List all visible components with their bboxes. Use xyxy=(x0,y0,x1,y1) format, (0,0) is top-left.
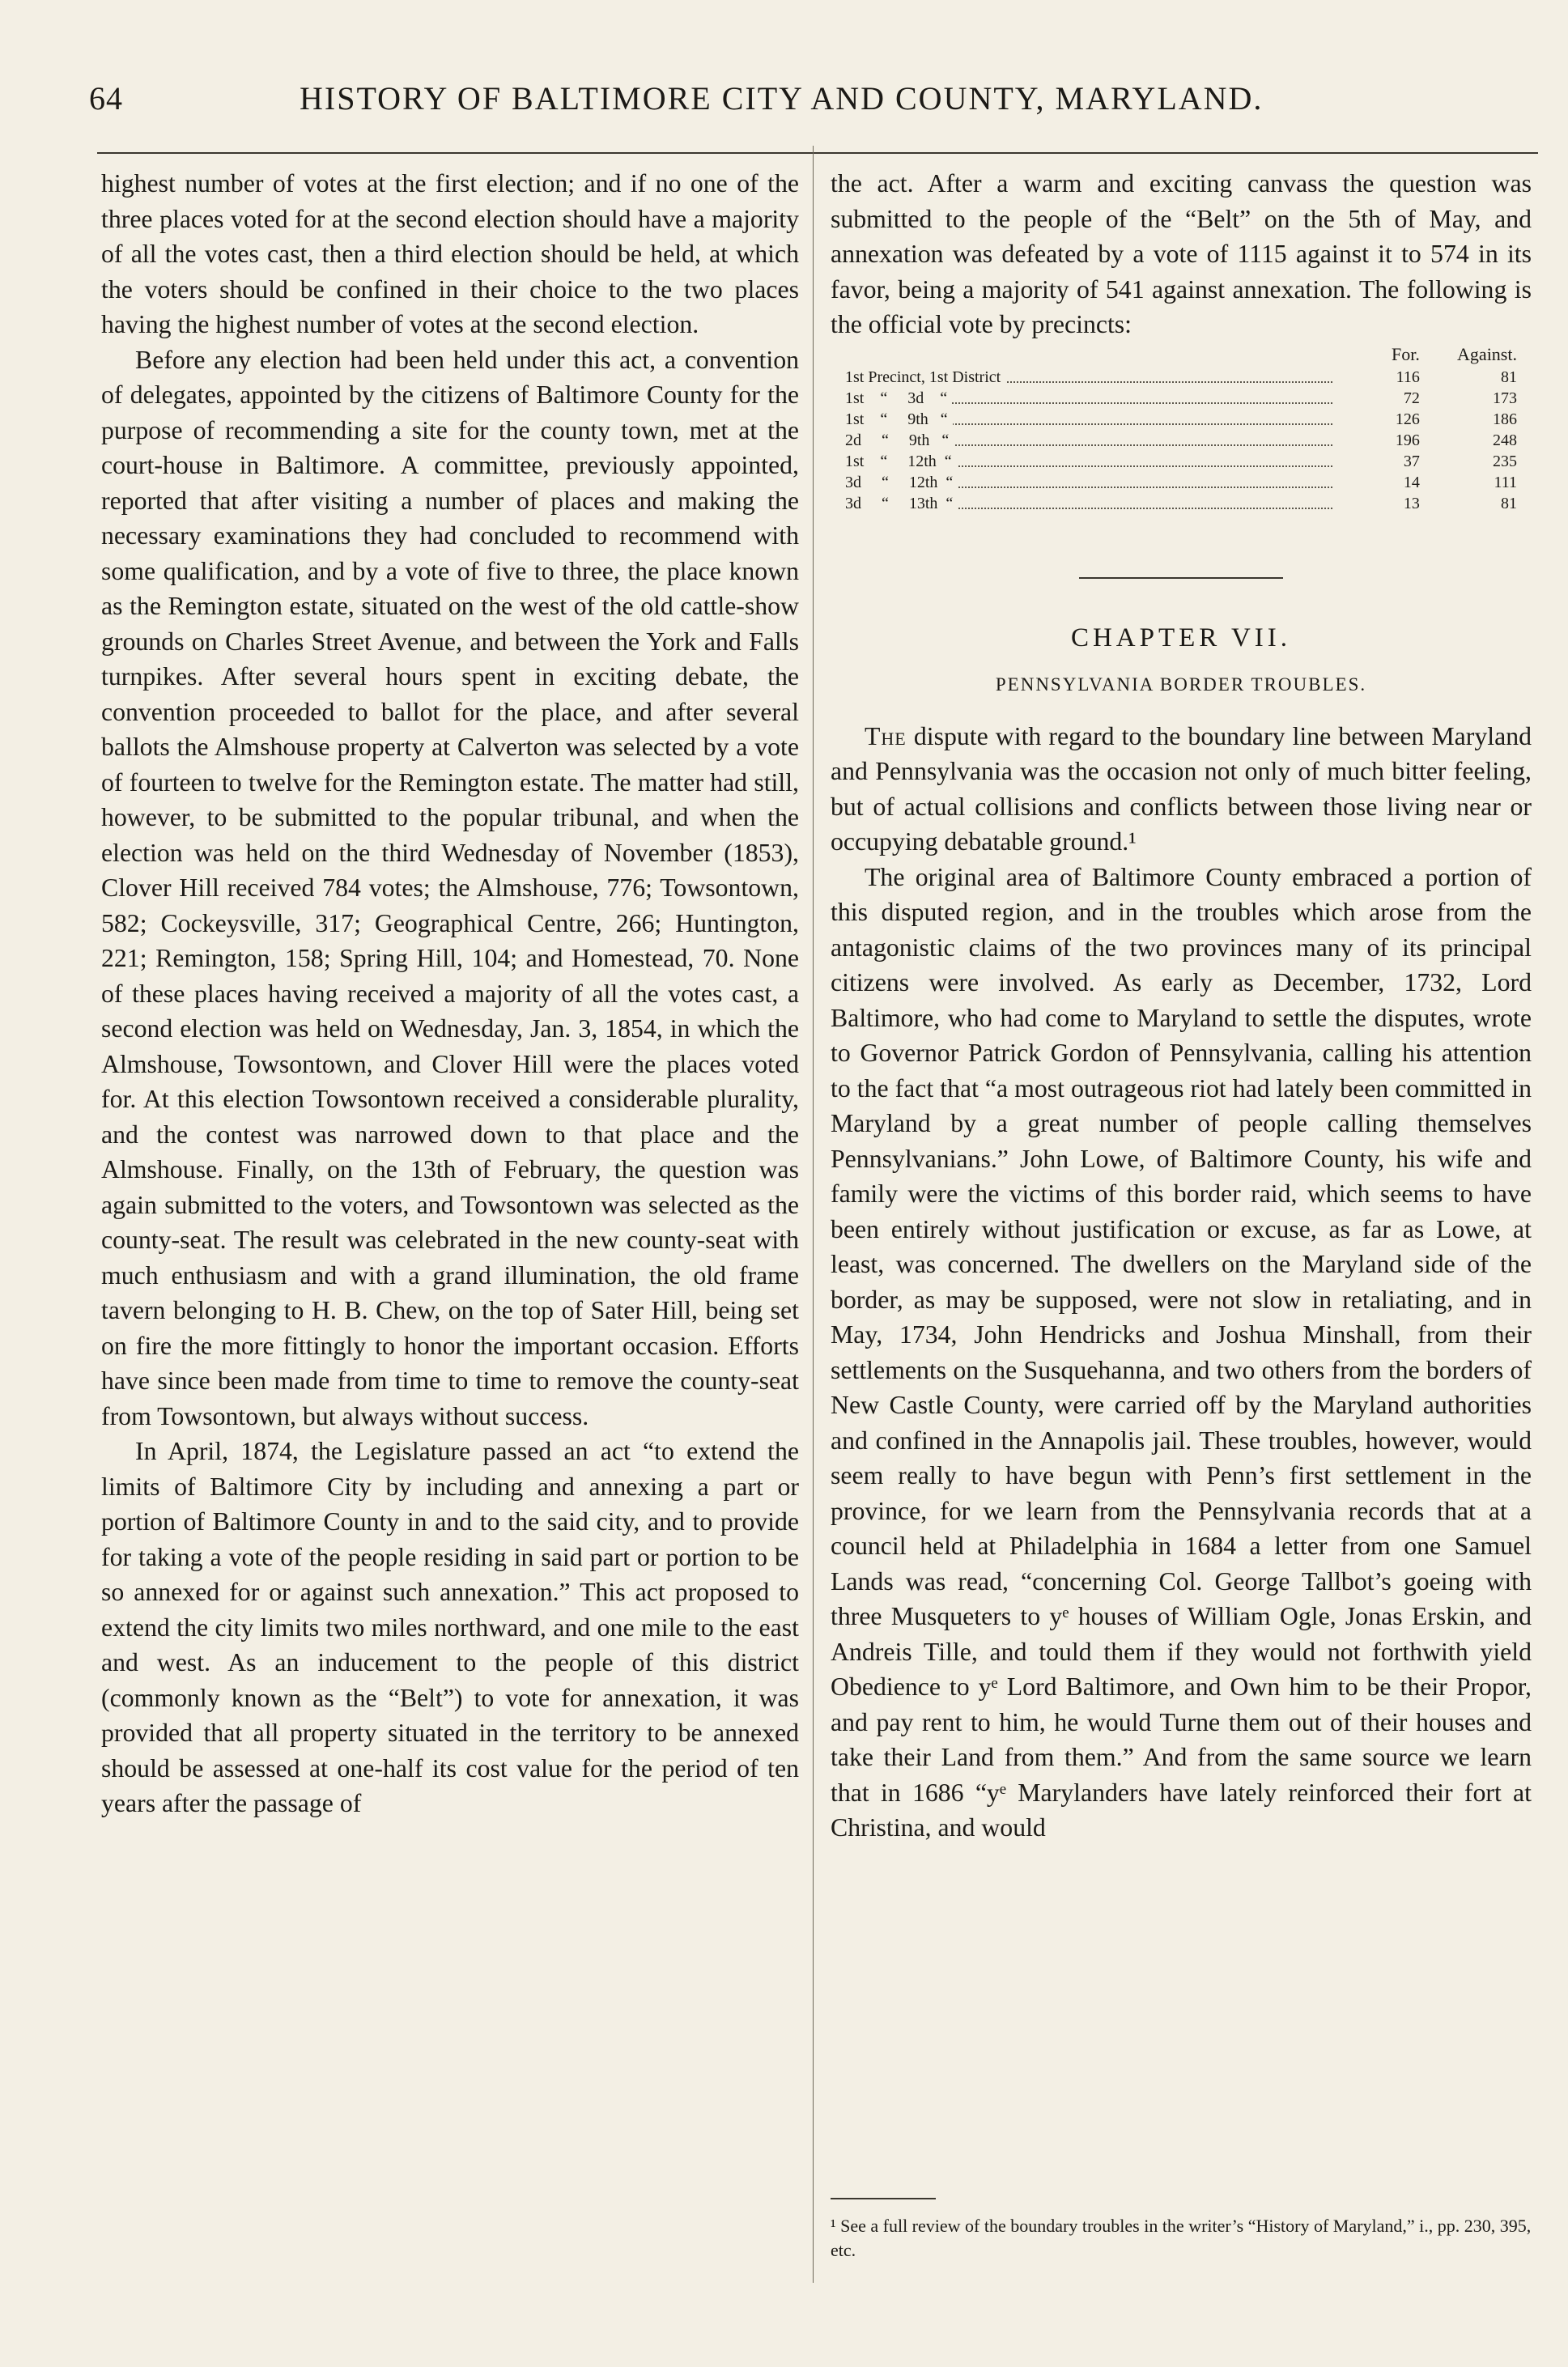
against-value: 235 xyxy=(1493,452,1517,470)
against-value: 81 xyxy=(1501,368,1517,386)
table-row xyxy=(845,430,1517,451)
chapter-paragraph-1 xyxy=(831,719,1532,860)
left-paragraph-3: In April, 1874, the Legislature passed an act “to extend the limits of Baltimore City by including and annexing a part or portion of Baltimore County in and to the said city, and to provide for taking a vote of the people residing in said part or portion to be so annexed for or against such annexation.” This act proposed to extend the city limits two miles northward, and one mile to the east and west. As an inducement to the people of this district (commonly known as the “Belt”) to vote for annexation, it was provided that all property situated in the territory to be annexed should be assessed at one-half its cost value for the period of ten years after the passage of xyxy=(101,1437,799,1817)
against-value: 111 xyxy=(1494,473,1517,491)
precinct-label: 1st “ 3d “ xyxy=(845,389,952,407)
footnote-rule xyxy=(831,2198,936,2199)
page-number: 64 xyxy=(89,80,123,117)
precinct-label: 3d “ 13th “ xyxy=(845,495,958,512)
header-rule xyxy=(97,152,1538,154)
against-value: 186 xyxy=(1493,410,1517,428)
precinct-label: 1st “ 12th “ xyxy=(845,453,957,470)
vote-table-header xyxy=(845,344,1517,367)
chapter-first-word: The xyxy=(865,721,907,750)
vote-table xyxy=(845,344,1517,514)
against-column-header: Against. xyxy=(1457,343,1517,364)
precinct-label: 2d “ 9th “ xyxy=(845,431,954,449)
for-column-header: For. xyxy=(1392,343,1420,364)
table-row xyxy=(845,493,1517,514)
table-row xyxy=(845,409,1517,430)
table-row xyxy=(845,472,1517,493)
right-column xyxy=(831,166,1532,1846)
precinct-label: 1st Precinct, 1st District xyxy=(845,368,1005,386)
left-column xyxy=(101,166,799,1821)
footnote: ¹ See a full review of the boundary troubles in the writer’s “History of Maryland,” i., pp. 230, 395, etc. xyxy=(831,2216,1532,2260)
for-value: 72 xyxy=(1403,389,1420,407)
precinct-label: 3d “ 12th “ xyxy=(845,474,958,491)
against-value: 248 xyxy=(1493,431,1517,449)
for-value: 116 xyxy=(1396,368,1420,386)
against-value: 173 xyxy=(1493,389,1517,407)
chapter-subtitle: PENNSYLVANIA BORDER TROUBLES. xyxy=(995,674,1367,695)
column-divider xyxy=(813,146,814,2283)
for-value: 13 xyxy=(1403,494,1420,512)
left-paragraph-1: highest number of votes at the first election; and if no one of the three places voted for at the second election should have a majority of all the votes cast, then a third election should be held, at which the voters should be confined in their choice to the two places having the highest number of votes at the second election. xyxy=(101,169,799,338)
running-head: HISTORY OF BALTIMORE CITY AND COUNTY, MARYLAND. xyxy=(300,80,1264,117)
for-value: 126 xyxy=(1395,410,1420,428)
chapter-paragraph-1-text: dispute with regard to the boundary line between Maryland and Pennsylvania was the occasion not only of much bitter feeling, but of actual collisions and conflicts between those living near or occupying debatable ground.¹ xyxy=(831,721,1532,856)
table-row xyxy=(845,451,1517,472)
for-value: 196 xyxy=(1395,431,1420,449)
chapter-title: CHAPTER VII. xyxy=(1070,623,1292,652)
for-value: 14 xyxy=(1403,473,1420,491)
table-row xyxy=(845,367,1517,388)
precinct-label: 1st “ 9th “ xyxy=(845,410,953,428)
chapter-paragraph-2: The original area of Baltimore County embraced a portion of this disputed region, and in the troubles which arose from the antagonistic claims of the two provinces many of its principal citizens were involved. As early as December, 1732, Lord Baltimore, who had come to Maryland to settle the disputes, wrote to Governor Patrick Gordon of Pennsylvania, calling his attention to the fact that “a most outrageous riot had lately been committed in Maryland by a great number of people calling themselves Pennsylvanians.” John Lowe, of Baltimore County, his wife and family were the victims of this border raid, which seems to have been entirely without justification or excuse, as far as Lowe, at least, was concerned. The dwellers on the Maryland side of the border, as may be supposed, were not slow in retaliating, and in May, 1734, John Hendricks and Joshua Minshall, from their settlements on the Susquehanna, and two others from the borders of New Castle County, were carried off by the Maryland authorities and confined in the Annapolis jail. These troubles, however, would seem really to have begun with Penn’s first settlement in the province, for we learn from the Pennsylvania records that at a council held at Philadelphia in 1684 a letter from one Samuel Lands was read, “concerning Col. George Tallbot’s goeing with three Musqueters to yᵉ houses of William Ogle, Jonas Erskin, and Andreis Tille, and tould them if they would not forthwith yield Obedience to yᵉ Lord Baltimore, and Own him to be their Propor, and pay rent to him, he would Turne them out of their houses and take their Land from them.” And from the same source we learn that in 1686 “yᵉ Marylanders have lately reinforced their fort at Christina, and would xyxy=(831,862,1532,1842)
page-header xyxy=(89,79,1352,128)
for-value: 37 xyxy=(1403,452,1420,470)
against-value: 81 xyxy=(1501,494,1517,512)
chapter-separator-rule xyxy=(1079,577,1283,579)
left-paragraph-2: Before any election had been held under this act, a convention of delegates, appointed by the citizens of Baltimore County for the purpose of recommending a site for the county town, met at the court-house in Baltimore. A committee, previously appointed, reported that after visiting a number of places and making the necessary examinations they had concluded to recommend with some qualification, and by a vote of five to three, the place known as the Remington estate, situated on the west of the old cattle-show grounds on Charles Street Avenue, and between the York and Falls turnpikes. After several hours spent in exciting debate, the convention proceeded to ballot for the place, and after several ballots the Almshouse property at Calverton was selected by a vote of fourteen to twelve for the Remington estate. The matter had still, however, to be submitted to the popular tribunal, and when the election was held on the third Wednesday of November (1853), Clover Hill received 784 votes; the Almshouse, 776; Towsontown, 582; Cockeysville, 317; Geographical Centre, 266; Huntington, 221; Remington, 158; Spring Hill, 104; and Homestead, 70. None of these places having received a majority of all the votes cast, a second election was held on Wednesday, Jan. 3, 1854, in which the Almshouse, Towsontown, and Clover Hill were the places voted for. At this election Towsontown received a considerable plurality, and the contest was narrowed down to that place and the Almshouse. Finally, on the 13th of February, the question was again submitted to the voters, and Towsontown was selected as the county-seat. The result was celebrated in the new county-seat with much enthusiasm and with a grand illumination, the old frame tavern belonging to H. B. Chew, on the top of Sater Hill, being set on fire the more fittingly to honor the important occasion. Efforts have since been made from time to time to remove the county-seat from Towsontown, but always without success. xyxy=(101,345,799,1430)
right-intro-paragraph: the act. After a warm and exciting canvass the question was submitted to the people of the “Belt” on the 5th of May, and annexation was defeated by a vote of 1115 against it to 574 in its favor, being a majority of 541 against annexation. The following is the official vote by precincts: xyxy=(831,169,1532,338)
table-row xyxy=(845,388,1517,409)
